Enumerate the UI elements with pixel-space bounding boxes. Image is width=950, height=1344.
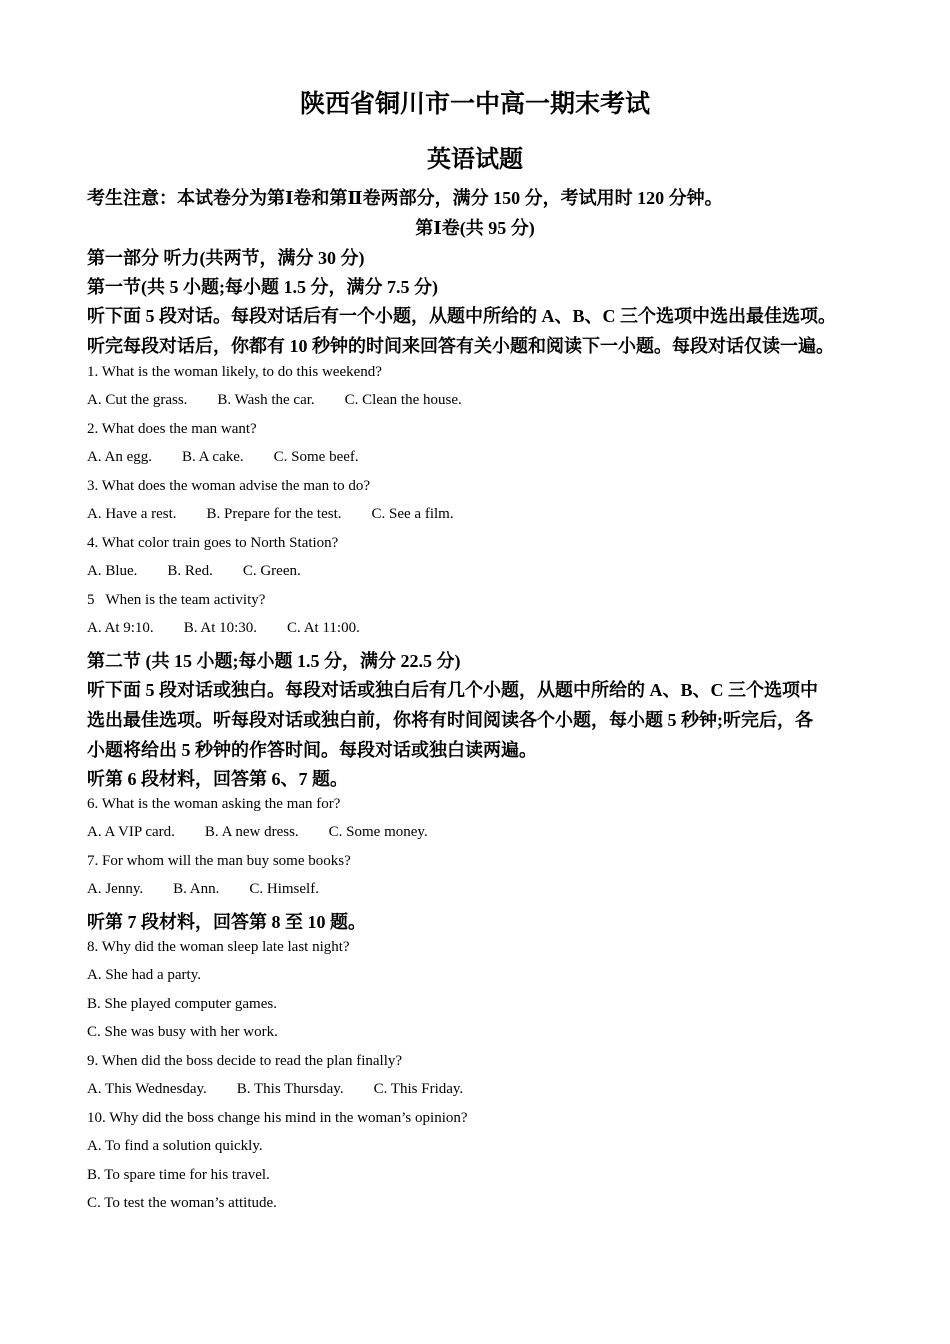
option: A. This Wednesday.: [87, 1081, 207, 1097]
instruction-line: 小题将给出 5 秒钟的作答时间。每段对话或独白读两遍。: [87, 740, 537, 760]
option: C. See a film.: [371, 506, 454, 522]
option: A. Blue.: [87, 563, 138, 579]
answer-options: [87, 392, 462, 409]
option: A. Cut the grass.: [87, 392, 188, 408]
option: C. Clean the house.: [344, 392, 462, 408]
material-heading: 听第 7 段材料，回答第 8 至 10 题。: [87, 912, 366, 932]
question-text: 9. When did the boss decide to read the plan finally?: [87, 1053, 403, 1069]
option: C. This Friday.: [373, 1081, 464, 1097]
question-text: 8. Why did the woman sleep late last night?: [87, 939, 350, 955]
option: B. To spare time for his travel.: [87, 1167, 270, 1183]
exam-subtitle: 英语试题: [427, 147, 523, 173]
section-heading: 第二节 (共 15 小题;每小题 1.5 分，满分 22.5 分): [87, 651, 461, 671]
question-text: 10. Why did the boss change his mind in the woman’s opinion?: [87, 1110, 468, 1126]
option: A. Jenny.: [87, 881, 144, 897]
question-text: 5 When is the team activity?: [87, 592, 266, 608]
option: B. This Thursday.: [236, 1081, 344, 1097]
answer-options: [87, 881, 319, 898]
option: A. Have a rest.: [87, 506, 177, 522]
question-text: 6. What is the woman asking the man for?: [87, 796, 341, 812]
part-heading: 第一部分 听力(共两节，满分 30 分): [87, 248, 365, 268]
section-heading: 第一节(共 5 小题;每小题 1.5 分，满分 7.5 分): [87, 277, 438, 297]
option: C. At 11:00.: [287, 620, 360, 636]
option: A. She had a party.: [87, 967, 201, 983]
option: B. A cake.: [182, 449, 244, 465]
option: B. Wash the car.: [217, 392, 315, 408]
question-text: 2. What does the man want?: [87, 421, 257, 437]
question-text: 4. What color train goes to North Station?: [87, 535, 339, 551]
option: B. A new dress.: [204, 824, 299, 840]
option: C. Some money.: [328, 824, 428, 840]
option: B. She played computer games.: [87, 996, 277, 1012]
answer-options: [87, 506, 454, 523]
answer-options: [87, 449, 359, 466]
volume-heading: 第Ⅰ卷(共 95 分): [415, 218, 535, 238]
exam-title: 陕西省铜川市一中高一期末考试: [299, 91, 650, 118]
answer-options: [87, 824, 428, 841]
answer-options: [87, 620, 360, 637]
instruction-line: 听下面 5 段对话。每段对话后有一个小题，从题中所给的 A、B、C 三个选项中选出最佳选项。: [87, 306, 836, 326]
answer-options: [87, 1081, 463, 1098]
instruction-line: 听完每段对话后，你都有 10 秒钟的时间来回答有关小题和阅读下一小题。每段对话仅读一遍。: [87, 336, 834, 356]
answer-options: [87, 563, 301, 580]
question-text: 1. What is the woman likely, to do this weekend?: [87, 364, 382, 380]
option: B. At 10:30.: [183, 620, 258, 636]
option: B. Ann.: [173, 881, 220, 897]
option: C. Green.: [242, 563, 301, 579]
option: C. She was busy with her work.: [87, 1024, 278, 1040]
instruction-line: 听下面 5 段对话或独白。每段对话或独白后有几个小题，从题中所给的 A、B、C 三个选项中: [87, 680, 818, 700]
material-heading: 听第 6 段材料，回答第 6、7 题。: [87, 769, 348, 789]
option: B. Red.: [167, 563, 213, 579]
instruction-line: 选出最佳选项。听每段对话或独白前，你将有时间阅读各个小题，每小题 5 秒钟;听完后，各: [87, 710, 813, 730]
option: C. Some beef.: [273, 449, 359, 465]
question-text: 3. What does the woman advise the man to do?: [87, 478, 370, 494]
option: A. To find a solution quickly.: [87, 1138, 263, 1154]
question-text: 7. For whom will the man buy some books?: [87, 853, 351, 869]
option: A. An egg.: [87, 449, 152, 465]
exam-notice: 考生注意：本试卷分为第Ⅰ卷和第Ⅱ卷两部分，满分 150 分，考试用时 120 分钟。: [87, 188, 723, 208]
option: B. Prepare for the test.: [206, 506, 342, 522]
option: C. To test the woman’s attitude.: [87, 1195, 277, 1211]
option: A. At 9:10.: [87, 620, 154, 636]
option: C. Himself.: [249, 881, 319, 897]
option: A. A VIP card.: [87, 824, 175, 840]
